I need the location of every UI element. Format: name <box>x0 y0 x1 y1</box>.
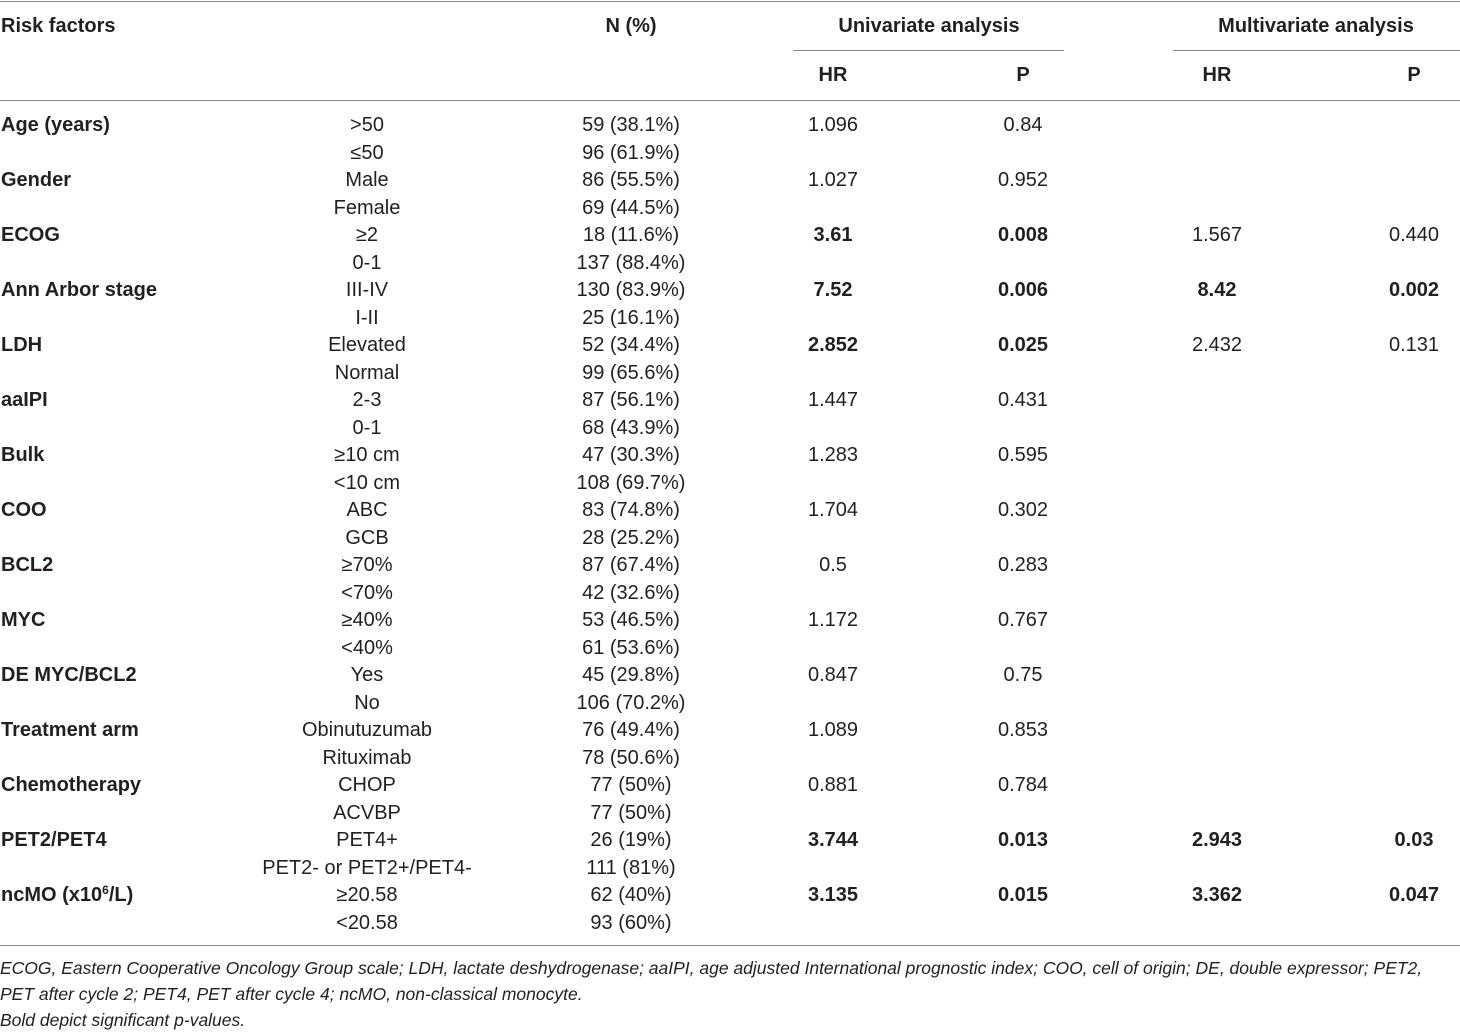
risk-factor-level: 0-1 <box>352 416 382 439</box>
top-rule <box>0 1 1460 2</box>
univariate-hr-value: 1.027 <box>807 169 859 191</box>
risk-factor-name: LDH <box>1 334 43 356</box>
risk-factor-level: ACVBP <box>333 801 401 824</box>
univariate-p-value: 0.595 <box>997 444 1049 466</box>
univariate-hr-value: 0.5 <box>819 554 847 576</box>
n-percent-value: 53 (46.5%) <box>582 609 680 631</box>
univariate-p-value: 0.431 <box>997 389 1049 411</box>
risk-factor-level: III-IV <box>345 279 389 301</box>
n-percent-value: 99 (65.6%) <box>582 361 680 384</box>
n-percent-value: 45 (29.8%) <box>582 664 680 686</box>
header-uni-p: P <box>1016 64 1030 86</box>
n-percent-value: 108 (69.7%) <box>576 471 686 494</box>
risk-factor-level: ≥70% <box>341 554 393 576</box>
risk-factor-name-tail: /L) <box>108 884 134 906</box>
header-multivariate: Multivariate analysis <box>1218 15 1414 37</box>
n-percent-value: 87 (56.1%) <box>582 389 680 411</box>
n-percent-value: 77 (50%) <box>590 774 672 796</box>
header-n-pct: N (%) <box>605 15 657 37</box>
univariate-hr-value: 2.852 <box>807 334 859 356</box>
risk-factor-level: GCB <box>345 526 389 549</box>
risk-factor-level: >50 <box>350 114 384 136</box>
risk-factor-name: Bulk <box>1 444 45 466</box>
univariate-p-value: 0.767 <box>997 609 1049 631</box>
univariate-hr-value: 1.283 <box>807 444 859 466</box>
multivariate-underline <box>1173 50 1460 51</box>
risk-factor-name: PET2/PET4 <box>1 829 107 851</box>
n-percent-value: 42 (32.6%) <box>582 581 680 604</box>
multivariate-hr-value: 1.567 <box>1191 224 1243 246</box>
n-percent-value: 77 (50%) <box>590 801 672 824</box>
univariate-hr-value: 1.704 <box>807 499 859 521</box>
univariate-hr-value: 0.847 <box>807 664 859 686</box>
risk-factor-level: PET2- or PET2+/PET4- <box>262 856 472 879</box>
risk-factor-name: Gender <box>1 169 72 191</box>
risk-factor-level: ≥40% <box>341 609 393 631</box>
header-uni-hr: HR <box>818 64 848 86</box>
univariate-hr-value: 3.61 <box>813 224 853 246</box>
risk-factor-level: <70% <box>341 581 393 604</box>
univariate-hr-value: 1.089 <box>807 719 859 741</box>
table-bottom-rule <box>0 945 1460 946</box>
n-percent-value: 61 (53.6%) <box>582 636 680 659</box>
univariate-p-value: 0.853 <box>997 719 1049 741</box>
n-percent-value: 68 (43.9%) <box>582 416 680 439</box>
univariate-hr-value: 7.52 <box>813 279 853 301</box>
n-percent-value: 69 (44.5%) <box>582 196 680 219</box>
univariate-p-value: 0.008 <box>997 224 1049 246</box>
n-percent-value: 78 (50.6%) <box>582 746 680 769</box>
risk-factor-level: Male <box>345 169 389 191</box>
n-percent-value: 130 (83.9%) <box>576 279 686 301</box>
n-percent-value: 83 (74.8%) <box>582 499 680 521</box>
multivariate-p-value: 0.047 <box>1388 884 1440 906</box>
multivariate-hr-value: 8.42 <box>1197 279 1237 301</box>
header-multi-p: P <box>1407 64 1421 86</box>
risk-factor-name-part: ncMO (x10 <box>1 884 103 906</box>
univariate-hr-value: 1.172 <box>807 609 859 631</box>
header-univariate: Univariate analysis <box>838 15 1020 37</box>
risk-factor-level: <40% <box>341 636 393 659</box>
univariate-p-value: 0.75 <box>1003 664 1043 686</box>
risk-factor-level: ≤50 <box>350 141 384 164</box>
footnote-abbreviations-1: ECOG, Eastern Cooperative Oncology Group scale; LDH, lactate deshydrogenase; aaIPI, age adjusted International prognostic index; COO, cell of origin; DE, double expressor; PET2, <box>0 958 1423 978</box>
risk-factor-name: MYC <box>1 609 46 631</box>
risk-factor-level: Yes <box>350 664 384 686</box>
risk-factor-name: BCL2 <box>1 554 54 576</box>
univariate-p-value: 0.025 <box>997 334 1049 356</box>
risk-factor-superscript: 6 <box>102 883 109 897</box>
n-percent-value: 111 (81%) <box>586 856 676 879</box>
multivariate-hr-value: 2.943 <box>1191 829 1243 851</box>
risk-factor-name: aaIPI <box>1 389 48 411</box>
risk-factor-level: Female <box>333 196 401 219</box>
n-percent-value: 96 (61.9%) <box>582 141 680 164</box>
risk-factor-level: ABC <box>346 499 388 521</box>
risk-factor-level: 2-3 <box>352 389 382 411</box>
risk-factor-name: Chemotherapy <box>1 774 142 796</box>
n-percent-value: 86 (55.5%) <box>582 169 680 191</box>
risk-factor-name: Ann Arbor stage <box>1 279 157 301</box>
risk-factor-level: <20.58 <box>336 911 398 934</box>
risk-factor-level: PET4+ <box>336 829 398 851</box>
risk-factor-level: I-II <box>355 306 379 329</box>
risk-factor-level: ≥2 <box>355 224 379 246</box>
n-percent-value: 28 (25.2%) <box>582 526 680 549</box>
univariate-p-value: 0.013 <box>997 829 1049 851</box>
risk-factor-name: Age (years) <box>1 114 110 136</box>
n-percent-value: 62 (40%) <box>590 884 672 906</box>
risk-factor-name: DE MYC/BCL2 <box>1 664 137 686</box>
multivariate-p-value: 0.002 <box>1388 279 1440 301</box>
univariate-underline <box>793 50 1064 51</box>
risk-factor-level: Obinutuzumab <box>301 719 433 741</box>
univariate-hr-value: 3.744 <box>807 829 859 851</box>
header-multi-hr: HR <box>1202 64 1232 86</box>
univariate-p-value: 0.302 <box>997 499 1049 521</box>
n-percent-value: 52 (34.4%) <box>582 334 680 356</box>
n-percent-value: 47 (30.3%) <box>582 444 680 466</box>
risk-factor-name <box>1 882 133 909</box>
risk-factor-level: No <box>354 691 380 714</box>
risk-factor-level: CHOP <box>338 774 396 796</box>
univariate-hr-value: 3.135 <box>807 884 859 906</box>
n-percent-value: 59 (38.1%) <box>582 114 680 136</box>
header-risk-factors: Risk factors <box>1 15 116 37</box>
multivariate-hr-value: 2.432 <box>1191 334 1243 356</box>
n-percent-value: 25 (16.1%) <box>582 306 680 329</box>
n-percent-value: 137 (88.4%) <box>576 251 686 274</box>
univariate-p-value: 0.015 <box>997 884 1049 906</box>
n-percent-value: 26 (19%) <box>590 829 672 851</box>
risk-factor-name: Treatment arm <box>1 719 139 741</box>
risk-factor-level: ≥10 cm <box>334 444 400 466</box>
multivariate-p-value: 0.440 <box>1388 224 1440 246</box>
n-percent-value: 87 (67.4%) <box>582 554 680 576</box>
multivariate-p-value: 0.03 <box>1394 829 1434 851</box>
risk-factor-level: 0-1 <box>352 251 382 274</box>
risk-factor-level: Normal <box>334 361 400 384</box>
risk-factor-level: ≥20.58 <box>336 884 398 906</box>
univariate-hr-value: 1.447 <box>807 389 859 411</box>
footnote-bold-note: Bold depict significant p-values. <box>0 1010 246 1030</box>
univariate-p-value: 0.006 <box>997 279 1049 301</box>
univariate-p-value: 0.283 <box>997 554 1049 576</box>
univariate-p-value: 0.84 <box>1003 114 1043 136</box>
univariate-p-value: 0.784 <box>997 774 1049 796</box>
univariate-hr-value: 1.096 <box>807 114 859 136</box>
n-percent-value: 76 (49.4%) <box>582 719 680 741</box>
univariate-p-value: 0.952 <box>997 169 1049 191</box>
multivariate-p-value: 0.131 <box>1388 334 1440 356</box>
risk-factor-level: <10 cm <box>333 471 401 494</box>
n-percent-value: 93 (60%) <box>590 911 672 934</box>
header-bottom-rule <box>0 100 1460 101</box>
footnote-abbreviations-2: PET after cycle 2; PET4, PET after cycle 4; ncMO, non-classical monocyte. <box>0 984 583 1004</box>
n-percent-value: 106 (70.2%) <box>576 691 686 714</box>
n-percent-value: 18 (11.6%) <box>582 224 680 246</box>
risk-factor-name: COO <box>1 499 47 521</box>
univariate-hr-value: 0.881 <box>807 774 859 796</box>
risk-factor-level: Rituximab <box>322 746 412 769</box>
risk-factor-level: Elevated <box>328 334 406 356</box>
multivariate-hr-value: 3.362 <box>1191 884 1243 906</box>
risk-factor-name: ECOG <box>1 224 60 246</box>
